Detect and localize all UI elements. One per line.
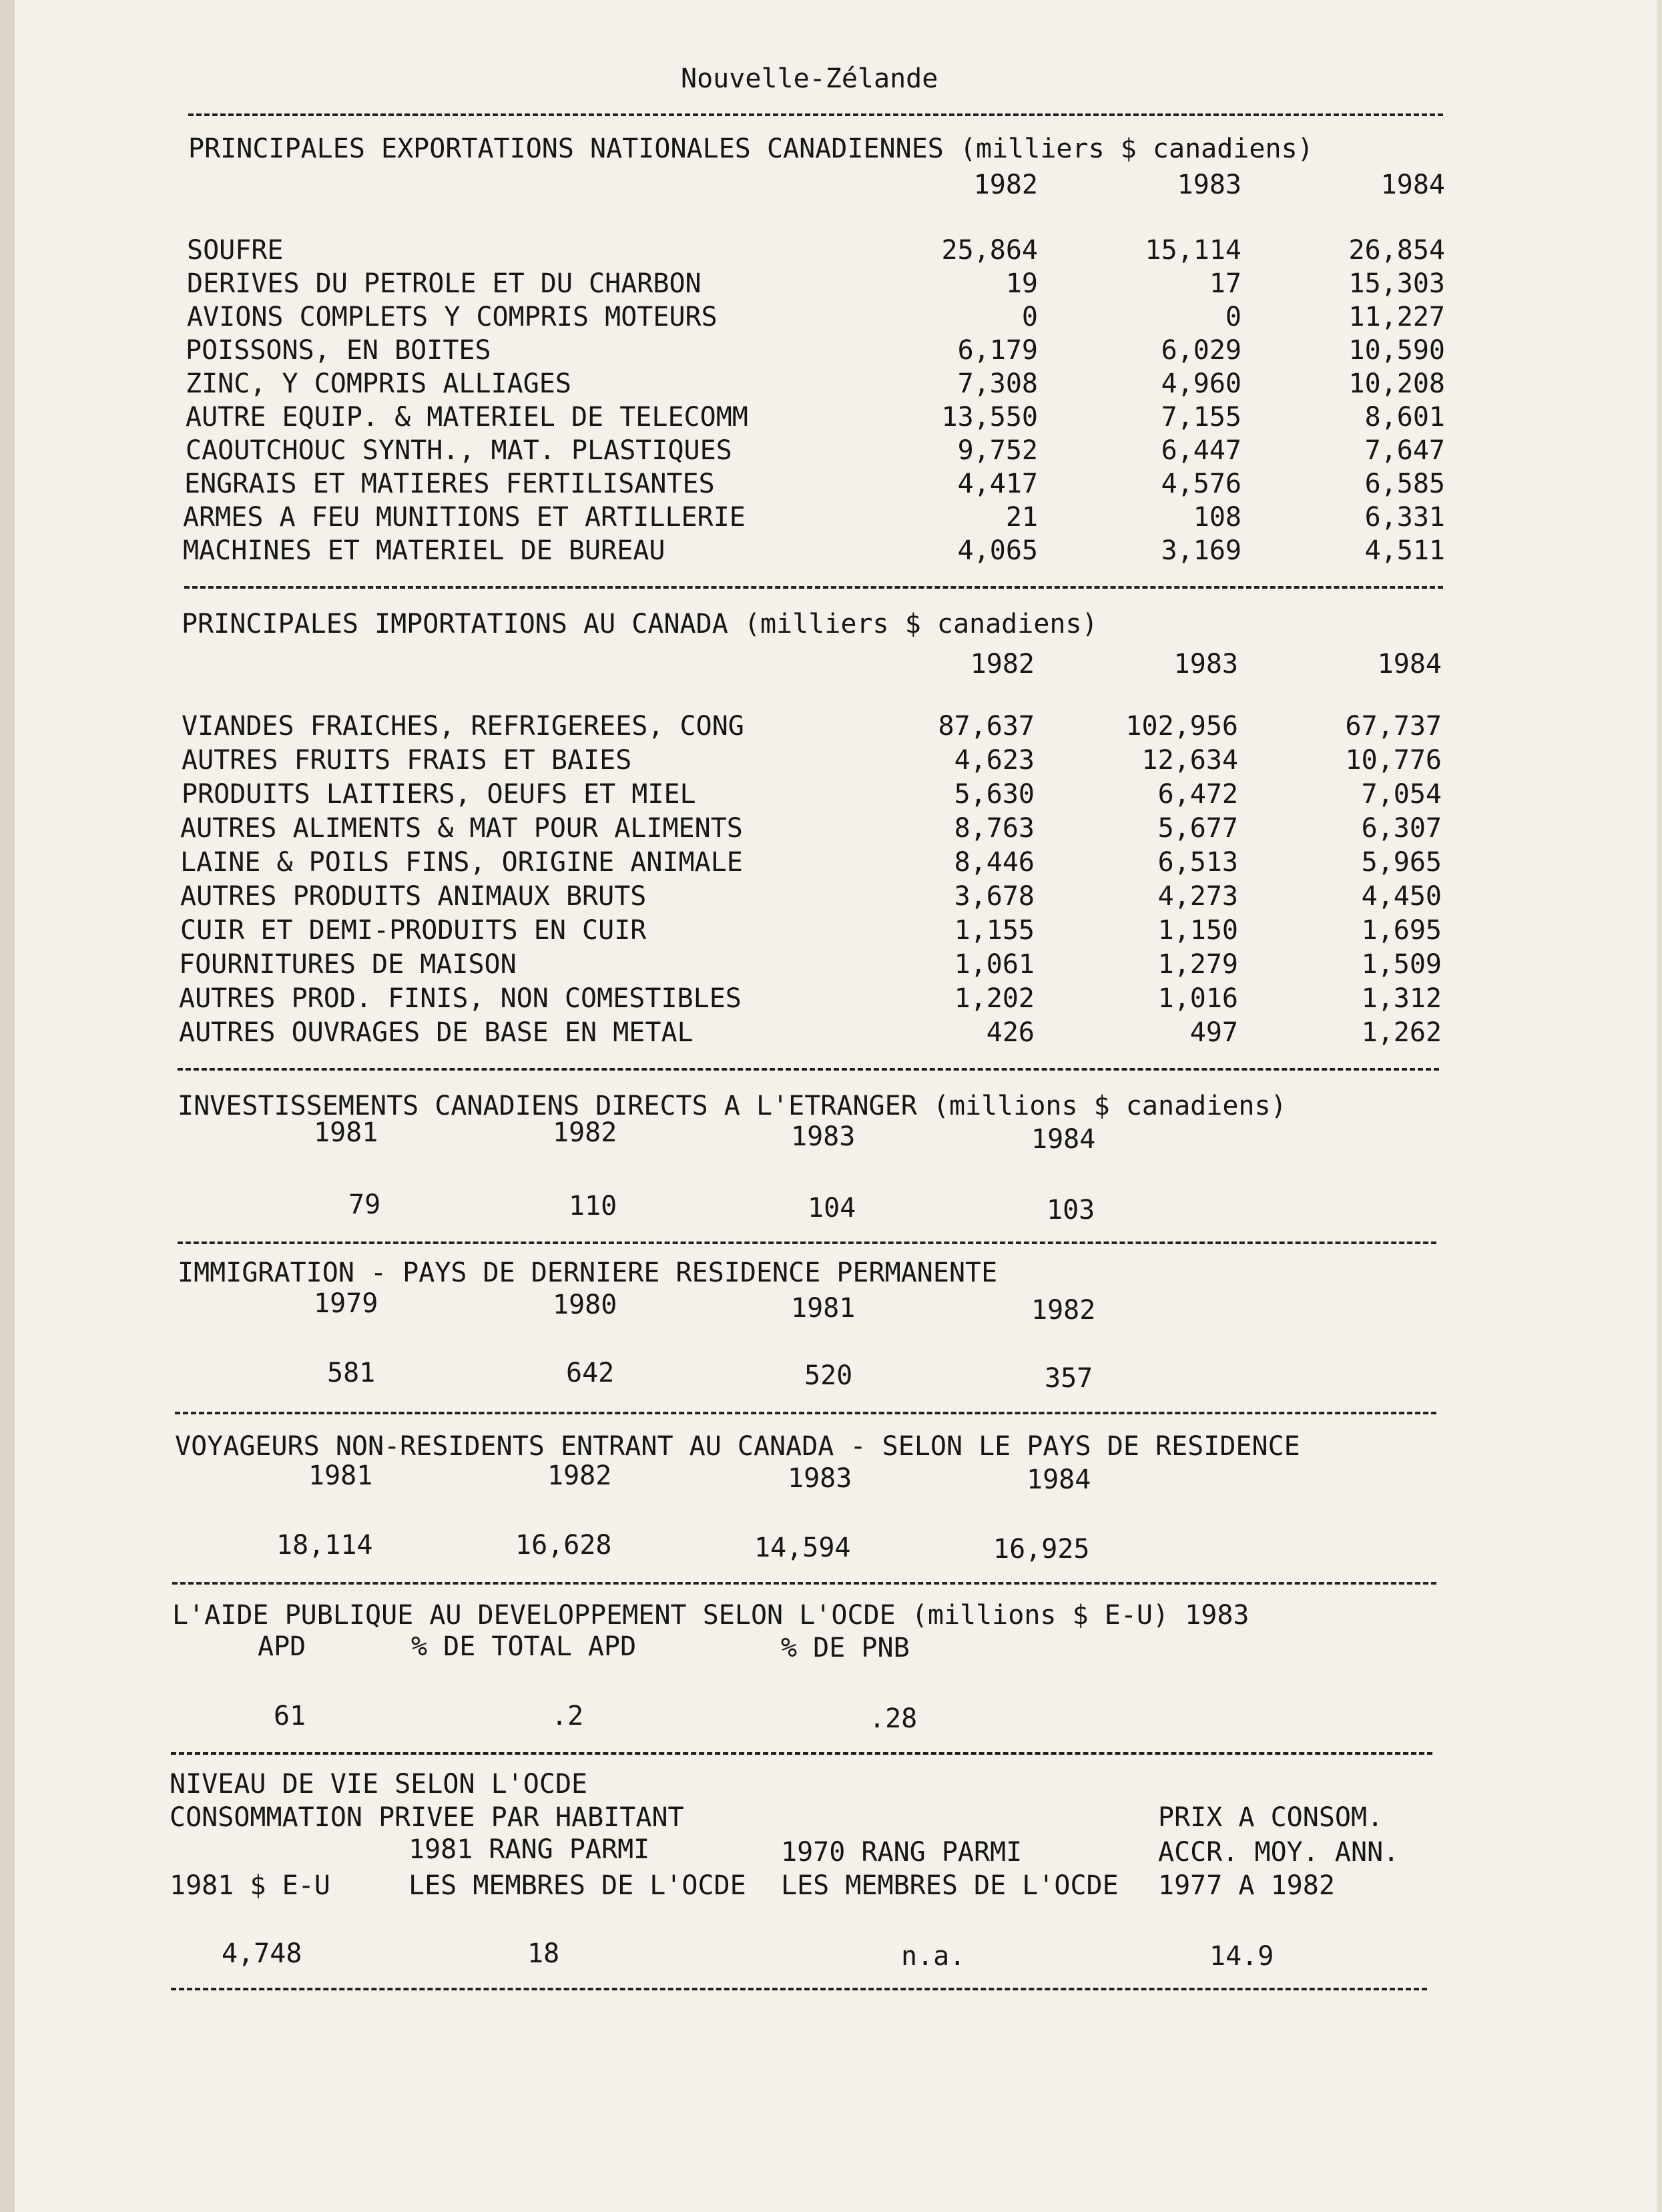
exports-value: 4,417 — [957, 469, 1038, 499]
investments-year: 1984 — [1031, 1124, 1096, 1155]
imports-year-header: 1984 — [1377, 649, 1442, 679]
exports-value: 3,169 — [1161, 535, 1241, 566]
living-value: 4,748 — [222, 1938, 302, 1969]
investments-value: 110 — [569, 1191, 617, 1221]
imports-value: 426 — [986, 1017, 1035, 1048]
imports-value: 6,307 — [1361, 813, 1442, 844]
exports-year-header: 1984 — [1380, 170, 1445, 200]
living-column-header: LES MEMBRES DE L'OCDE — [781, 1870, 1119, 1901]
aid-value: .2 — [551, 1701, 584, 1731]
imports-row-label: VIANDES FRAICHES, REFRIGEREES, CONG — [182, 711, 744, 742]
exports-row-label: MACHINES ET MATERIEL DE BUREAU — [183, 535, 665, 566]
imports-value: 5,677 — [1157, 813, 1238, 844]
investments-year: 1983 — [791, 1121, 856, 1152]
aid-column-header: % DE TOTAL APD — [411, 1631, 637, 1662]
living-column-header: ACCR. MOY. ANN. — [1158, 1837, 1400, 1868]
imports-value: 3,678 — [954, 881, 1035, 912]
imports-value: 5,965 — [1361, 847, 1442, 878]
living-column-header: 1981 $ E-U — [170, 1870, 330, 1901]
travellers-year: 1984 — [1027, 1464, 1091, 1495]
imports-value: 4,623 — [954, 745, 1035, 776]
exports-value: 7,647 — [1364, 435, 1445, 466]
immigration-value: 581 — [327, 1358, 376, 1388]
living-column-header: LES MEMBRES DE L'OCDE — [408, 1870, 746, 1901]
exports-row — [0, 400, 1662, 434]
imports-value: 1,155 — [954, 915, 1035, 946]
imports-value: 1,509 — [1361, 949, 1442, 980]
exports-row-label: AUTRE EQUIP. & MATERIEL DE TELECOMM — [186, 402, 748, 433]
investments-year: 1982 — [553, 1117, 617, 1148]
exports-row-label: ENGRAIS ET MATIERES FERTILISANTES — [184, 469, 715, 499]
exports-row-label: AVIONS COMPLETS Y COMPRIS MOTEURS — [187, 302, 718, 332]
imports-value: 6,472 — [1157, 779, 1238, 810]
exports-value: 4,960 — [1161, 368, 1241, 399]
imports-value: 497 — [1189, 1017, 1238, 1048]
section-divider — [172, 1582, 1436, 1585]
imports-row — [0, 812, 1662, 845]
exports-row — [0, 367, 1662, 400]
exports-value: 13,550 — [941, 402, 1038, 433]
imports-row — [0, 846, 1662, 879]
section-divider — [184, 586, 1443, 589]
living-column-header: PRIX A CONSOM. — [1158, 1802, 1384, 1833]
exports-heading: PRINCIPALES EXPORTATIONS NATIONALES CANADIENNES (milliers $ canadiens) — [188, 133, 1314, 164]
imports-value: 5,630 — [954, 779, 1035, 810]
imports-value: 1,312 — [1361, 983, 1442, 1014]
imports-row-label: CUIR ET DEMI-PRODUITS EN CUIR — [180, 915, 647, 946]
travellers-value: 14,594 — [754, 1533, 851, 1563]
imports-value: 4,450 — [1361, 881, 1442, 912]
exports-value: 108 — [1193, 502, 1241, 533]
exports-row-label: SOUFRE — [187, 235, 284, 266]
immigration-value: 357 — [1045, 1363, 1093, 1394]
exports-value: 6,585 — [1364, 469, 1445, 499]
section-divider — [171, 1988, 1427, 1990]
imports-row-label: AUTRES OUVRAGES DE BASE EN METAL — [179, 1017, 694, 1048]
imports-value: 6,513 — [1157, 847, 1238, 878]
imports-heading: PRINCIPALES IMPORTATIONS AU CANADA (milliers $ canadiens) — [182, 609, 1098, 639]
aid-column-header: APD — [258, 1631, 306, 1662]
exports-row — [0, 501, 1662, 534]
imports-row — [0, 948, 1662, 981]
imports-row — [0, 778, 1662, 811]
exports-value: 26,854 — [1348, 235, 1445, 266]
exports-value: 8,601 — [1364, 402, 1445, 433]
imports-row — [0, 982, 1662, 1015]
exports-row — [0, 534, 1662, 567]
imports-value: 1,150 — [1157, 915, 1238, 946]
exports-row-label: POISSONS, EN BOITES — [186, 335, 491, 366]
exports-value: 10,590 — [1348, 335, 1445, 366]
section-divider — [188, 113, 1443, 116]
travellers-year: 1983 — [788, 1463, 852, 1494]
aid-column-header: % DE PNB — [781, 1633, 910, 1663]
imports-row-label: AUTRES PRODUITS ANIMAUX BRUTS — [180, 881, 647, 912]
imports-row-label: AUTRES FRUITS FRAIS ET BAIES — [182, 745, 632, 776]
exports-value: 0 — [1021, 302, 1038, 332]
exports-row-label: DERIVES DU PETROLE ET DU CHARBON — [187, 268, 702, 299]
exports-row-label: ZINC, Y COMPRIS ALLIAGES — [186, 368, 571, 399]
imports-value: 1,279 — [1157, 949, 1238, 980]
exports-value: 10,208 — [1348, 368, 1445, 399]
exports-value: 4,065 — [957, 535, 1038, 566]
exports-value: 25,864 — [941, 235, 1038, 266]
exports-value: 6,331 — [1364, 502, 1445, 533]
travellers-value: 16,628 — [515, 1530, 612, 1561]
imports-row — [0, 744, 1662, 777]
exports-year-header: 1983 — [1177, 170, 1241, 200]
exports-row — [0, 267, 1662, 300]
aid-heading: L'AIDE PUBLIQUE AU DEVELOPPEMENT SELON L'OCDE (millions $ E-U) 1983 — [172, 1600, 1250, 1631]
living-subheading: CONSOMMATION PRIVEE PAR HABITANT — [170, 1802, 684, 1833]
investments-heading: INVESTISSEMENTS CANADIENS DIRECTS A L'ETRANGER (millions $ canadiens) — [178, 1091, 1287, 1121]
imports-value: 4,273 — [1157, 881, 1238, 912]
exports-value: 21 — [1005, 502, 1038, 533]
living-value: 14.9 — [1209, 1941, 1274, 1972]
immigration-heading: IMMIGRATION - PAYS DE DERNIERE RESIDENCE PERMANENTE — [178, 1258, 998, 1288]
exports-value: 11,227 — [1348, 302, 1445, 332]
exports-row-label: CAOUTCHOUC SYNTH., MAT. PLASTIQUES — [186, 435, 732, 466]
exports-value: 7,155 — [1161, 402, 1241, 433]
imports-row-label: LAINE & POILS FINS, ORIGINE ANIMALE — [180, 847, 743, 878]
investments-year: 1981 — [314, 1117, 378, 1148]
imports-row — [0, 710, 1662, 743]
living-value: 18 — [527, 1938, 560, 1969]
exports-value: 15,114 — [1145, 235, 1241, 266]
immigration-value: 642 — [566, 1358, 615, 1388]
living-column-header: 1970 RANG PARMI — [781, 1837, 1023, 1868]
investments-value: 103 — [1047, 1195, 1095, 1225]
imports-value: 1,262 — [1361, 1017, 1442, 1048]
exports-value: 6,179 — [957, 335, 1038, 366]
living-heading: NIVEAU DE VIE SELON L'OCDE — [170, 1769, 588, 1800]
exports-year-header: 1982 — [973, 170, 1038, 200]
imports-value: 8,446 — [954, 847, 1035, 878]
imports-value: 1,016 — [1157, 983, 1238, 1014]
aid-value: .28 — [869, 1703, 918, 1734]
imports-value: 67,737 — [1345, 711, 1442, 742]
exports-row — [0, 300, 1662, 334]
exports-value: 6,029 — [1161, 335, 1241, 366]
exports-row — [0, 334, 1662, 367]
imports-row-label: AUTRES PROD. FINIS, NON COMESTIBLES — [179, 983, 742, 1014]
imports-value: 102,956 — [1125, 711, 1238, 742]
exports-row — [0, 467, 1662, 501]
living-column-header: 1981 RANG PARMI — [408, 1834, 650, 1865]
exports-value: 0 — [1225, 302, 1241, 332]
imports-row — [0, 880, 1662, 913]
imports-value: 8,763 — [954, 813, 1035, 844]
imports-year-header: 1983 — [1173, 649, 1238, 679]
living-column-header: 1977 A 1982 — [1158, 1870, 1335, 1901]
exports-value: 6,447 — [1161, 435, 1241, 466]
section-divider — [171, 1752, 1432, 1755]
travellers-value: 16,925 — [993, 1534, 1090, 1565]
investments-value: 79 — [348, 1189, 381, 1220]
travellers-heading: VOYAGEURS NON-RESIDENTS ENTRANT AU CANADA - SELON LE PAYS DE RESIDENCE — [175, 1431, 1300, 1462]
exports-row-label: ARMES A FEU MUNITIONS ET ARTILLERIE — [183, 502, 746, 533]
aid-value: 61 — [274, 1701, 306, 1731]
imports-row-label: AUTRES ALIMENTS & MAT POUR ALIMENTS — [180, 813, 743, 844]
imports-year-header: 1982 — [970, 649, 1035, 679]
imports-value: 1,202 — [954, 983, 1035, 1014]
exports-value: 15,303 — [1348, 268, 1445, 299]
exports-value: 19 — [1005, 268, 1038, 299]
exports-value: 9,752 — [957, 435, 1038, 466]
travellers-year: 1982 — [547, 1460, 612, 1491]
investments-value: 104 — [808, 1193, 856, 1223]
section-divider — [175, 1412, 1436, 1414]
exports-value: 17 — [1209, 268, 1241, 299]
section-divider — [178, 1068, 1439, 1071]
imports-value: 10,776 — [1345, 745, 1442, 776]
imports-value: 1,695 — [1361, 915, 1442, 946]
immigration-year: 1982 — [1031, 1295, 1096, 1326]
immigration-year: 1979 — [314, 1288, 378, 1319]
section-divider — [178, 1241, 1436, 1244]
exports-row — [0, 434, 1662, 467]
exports-value: 4,576 — [1161, 469, 1241, 499]
imports-row — [0, 914, 1662, 947]
immigration-year: 1980 — [553, 1290, 617, 1320]
imports-value: 87,637 — [938, 711, 1035, 742]
imports-value: 12,634 — [1141, 745, 1238, 776]
page-title: Nouvelle-Zélande — [681, 63, 938, 94]
imports-row — [0, 1016, 1662, 1049]
exports-value: 7,308 — [957, 368, 1038, 399]
imports-value: 7,054 — [1361, 779, 1442, 810]
imports-row-label: PRODUITS LAITIERS, OEUFS ET MIEL — [182, 779, 696, 810]
travellers-value: 18,114 — [276, 1530, 373, 1561]
travellers-year: 1981 — [308, 1460, 373, 1491]
immigration-value: 520 — [804, 1360, 853, 1391]
imports-row-label: FOURNITURES DE MAISON — [179, 949, 517, 980]
imports-value: 1,061 — [954, 949, 1035, 980]
immigration-year: 1981 — [791, 1293, 856, 1324]
exports-value: 4,511 — [1364, 535, 1445, 566]
living-value: n.a. — [901, 1941, 966, 1972]
exports-row — [0, 234, 1662, 267]
